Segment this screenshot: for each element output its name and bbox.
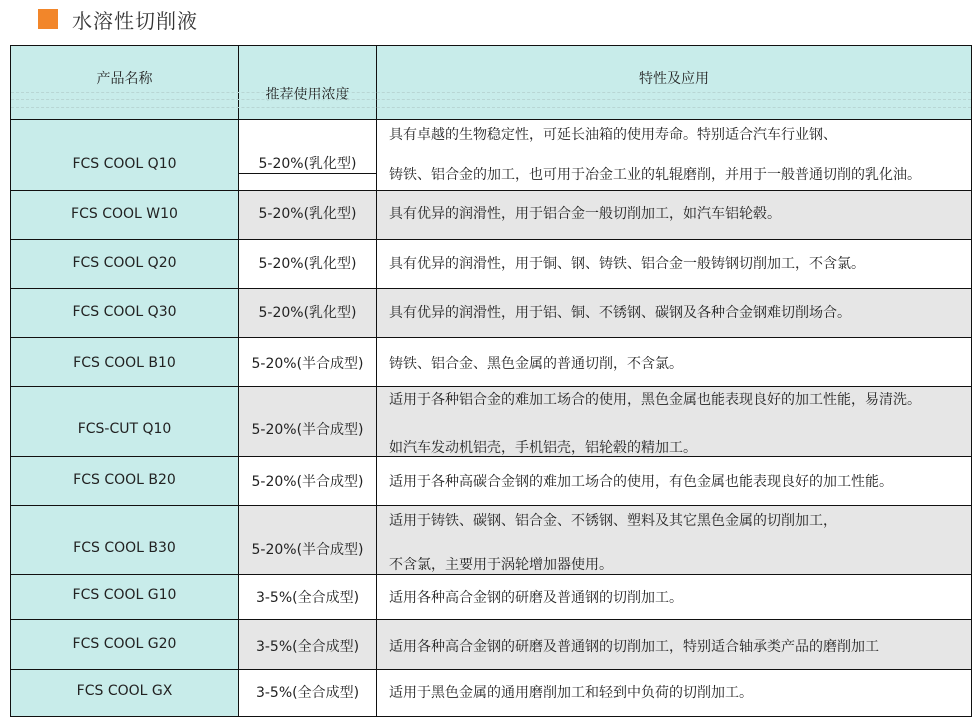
- concentration: 3-5%(全合成型): [255, 590, 360, 606]
- feature-line: 铸铁、铝合金、黑色金属的普通切削，不含氯。: [389, 356, 683, 372]
- feature-line: 具有优异的润滑性，用于铝、铜、不锈钢、碳钢及各种合金钢难切削场合。: [389, 305, 851, 321]
- table-row: [11, 191, 971, 240]
- feature-line: 具有优异的润滑性，用于铜、钢、铸铁、铝合金一般铸钢切削加工，不含氯。: [389, 256, 865, 272]
- feature-line: 铸铁、铝合金的加工，也可用于冶金工业的轧辊磨削，并用于一般普通切削的乳化油。: [389, 167, 921, 183]
- table-row: [11, 338, 971, 387]
- feature-line: 不含氯，主要用于涡轮增加器使用。: [389, 557, 613, 573]
- concentration: 5-20%(乳化型): [258, 156, 357, 172]
- feature-line: 具有优异的润滑性，用于铝合金一般切削加工，如汽车铝轮毂。: [389, 206, 781, 222]
- product-name: FCS COOL GX: [76, 683, 173, 699]
- concentration: 5-20%(半合成型): [251, 422, 364, 438]
- product-table: [10, 45, 972, 717]
- title-square-icon: [38, 9, 58, 29]
- page-title: 水溶性切削液: [72, 8, 198, 33]
- product-name: FCS COOL B10: [73, 355, 176, 371]
- feature-line: 适用于铸铁、碳钢、铝合金、不锈钢、塑料及其它黑色金属的切削加工，: [389, 513, 837, 529]
- cell-divider: [239, 173, 376, 174]
- concentration: 5-20%(乳化型): [258, 206, 357, 222]
- table-row: [11, 575, 971, 620]
- concentration: 5-20%(半合成型): [251, 356, 364, 372]
- table-row: [11, 120, 971, 191]
- table-row: [11, 670, 971, 716]
- table-row: [11, 506, 971, 575]
- product-name: FCS COOL G20: [72, 636, 177, 652]
- product-name: FCS COOL B20: [73, 472, 176, 488]
- table-row: [11, 240, 971, 289]
- product-name: FCS-CUT Q10: [77, 421, 172, 437]
- feature-line: 适用各种高合金钢的研磨及普通钢的切削加工。: [389, 590, 683, 606]
- header-features: 特性及应用: [377, 46, 971, 119]
- concentration: 5-20%(半合成型): [251, 542, 364, 558]
- concentration: 5-20%(乳化型): [258, 256, 357, 272]
- product-name: FCS COOL B30: [73, 540, 176, 556]
- product-name: FCS COOL G10: [72, 587, 177, 603]
- feature-line: 适用于黑色金属的通用磨削加工和轻到中负荷的切削加工。: [389, 685, 753, 701]
- header-gridline: [11, 92, 971, 93]
- feature-line: 具有卓越的生物稳定性，可延长油箱的使用寿命。特别适合汽车行业钢、: [389, 127, 837, 143]
- table-row: [11, 289, 971, 338]
- concentration: 5-20%(乳化型): [258, 305, 357, 321]
- table-row: [11, 387, 971, 457]
- table-header-row: [11, 46, 971, 120]
- concentration: 3-5%(全合成型): [255, 685, 360, 701]
- concentration: 3-5%(全合成型): [255, 639, 360, 655]
- header-gridline: [11, 107, 971, 108]
- product-name: FCS COOL Q10: [72, 156, 177, 172]
- table-row: [11, 457, 971, 506]
- feature-line: 适用于各种高碳合金钢的难加工场合的使用，有色金属也能表现良好的加工性能。: [389, 474, 893, 490]
- header-product-name: 产品名称: [11, 46, 239, 119]
- feature-line: 适用各种高合金钢的研磨及普通钢的切削加工，特别适合轴承类产品的磨削加工: [389, 639, 879, 655]
- table-row: [11, 620, 971, 670]
- product-name: FCS COOL Q20: [72, 255, 177, 271]
- concentration: 5-20%(半合成型): [251, 474, 364, 490]
- page-title-bar: [38, 6, 198, 32]
- feature-line: 适用于各种铝合金的难加工场合的使用，黑色金属也能表现良好的加工性能，易清洗。: [389, 392, 921, 408]
- header-concentration: 推荐使用浓度: [239, 46, 377, 119]
- feature-line: 如汽车发动机铝壳，手机铝壳，铝轮毂的精加工。: [389, 440, 697, 456]
- product-name: FCS COOL Q30: [72, 304, 177, 320]
- product-name: FCS COOL W10: [71, 206, 178, 222]
- header-gridline: [11, 99, 971, 100]
